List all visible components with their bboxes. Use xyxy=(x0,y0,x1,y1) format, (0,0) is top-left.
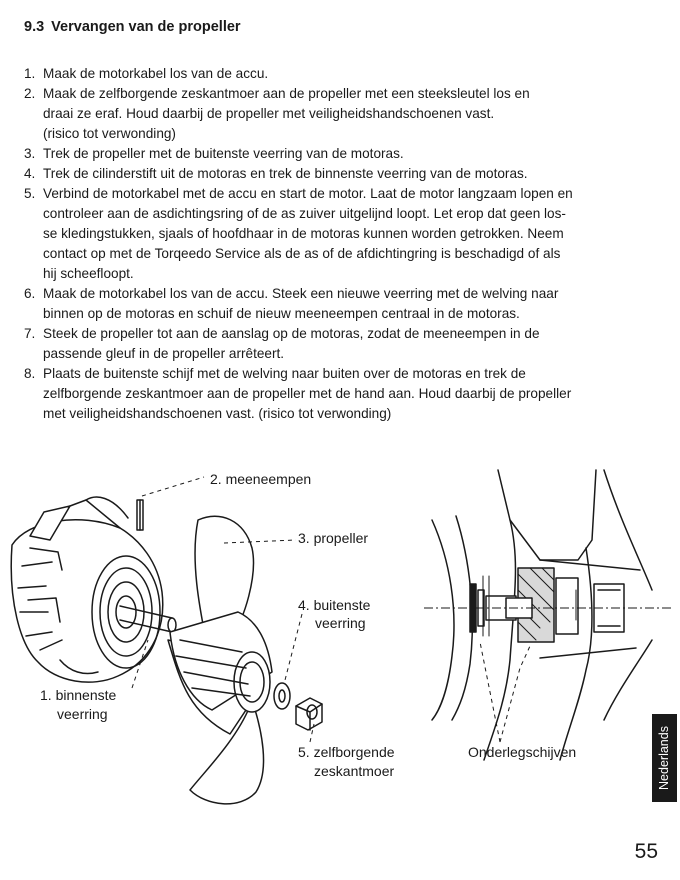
step-text-line: Plaats de buitenste schijf met de welving naar buiten over de motoras en trek de xyxy=(43,366,526,381)
step-text-line: zelfborgende zeskantmoer aan de propeller met de hand aan. Houd daarbij de propeller xyxy=(43,386,572,401)
step-item xyxy=(24,324,636,364)
step-text-line: Maak de zelfborgende zeskantmoer aan de propeller met een steeksleutel los en xyxy=(43,86,530,101)
section-title: Vervangen van de propeller xyxy=(51,19,241,35)
step-text-line: Maak de motorkabel los van de accu. xyxy=(43,66,269,81)
step-number: 6. xyxy=(24,286,36,301)
label-outer-washer-line2: veerring xyxy=(315,615,366,631)
label-shims: Onderlegschijven xyxy=(468,744,577,760)
step-text-line: draai ze eraf. Houd daarbij de propeller met veiligheidshandschoenen vast. xyxy=(43,106,495,121)
propeller-drawing xyxy=(168,516,272,804)
step-text-line: passende gleuf in de propeller arrêteert. xyxy=(43,346,285,361)
step-text-line: Maak de motorkabel los van de accu. Steek een nieuwe veerring met de welving naar xyxy=(43,286,559,301)
step-text-line: (risico tot verwonding) xyxy=(43,126,176,141)
step-item xyxy=(24,164,636,184)
step-item xyxy=(24,184,636,284)
outer-washer-drawing xyxy=(274,683,290,709)
step-text-line: controleer aan de asdichtingsring of de as zuiver uitgelijnd loopt. Let erop dat geen los- xyxy=(43,206,566,221)
step-number: 2. xyxy=(24,86,36,101)
step-text-line: binnen op de motoras en schuif de nieuw meeneempen centraal in de motoras. xyxy=(43,306,520,321)
label-inner-washer-line1: 1. binnenste xyxy=(40,687,117,703)
step-item xyxy=(24,84,636,144)
step-text-line: Verbind de motorkabel met de accu en start de motor. Laat de motor langzaam lopen en xyxy=(43,186,573,201)
hex-nut-drawing xyxy=(296,698,322,730)
section-number: 9.3 xyxy=(24,19,45,35)
propeller-exploded-diagram xyxy=(0,440,680,840)
label-propeller: 3. propeller xyxy=(298,530,369,546)
step-item xyxy=(24,144,636,164)
step-number: 5. xyxy=(24,186,36,201)
step-number: 7. xyxy=(24,326,36,341)
step-text-line: Trek de cilinderstift uit de motoras en trek de binnenste veerring van de motoras. xyxy=(43,166,528,181)
step-number: 1. xyxy=(24,66,36,81)
step-text-line: Trek de propeller met de buitenste veerring van de motoras. xyxy=(43,146,404,161)
step-text-line: se kledingstukken, sjaals of hoofdhaar in de motoras kunnen worden getrokken. Neem xyxy=(43,226,564,241)
diagram-drawing xyxy=(0,440,680,840)
page-number: 55 xyxy=(634,840,658,863)
label-inner-washer-line2: veerring xyxy=(57,706,108,722)
step-text-line: hij scheefloopt. xyxy=(43,266,134,281)
language-tab xyxy=(652,714,677,802)
drive-pin-drawing xyxy=(137,500,143,530)
label-drive-pin: 2. meeneempen xyxy=(210,471,312,487)
step-number: 4. xyxy=(24,166,36,181)
step-number: 3. xyxy=(24,146,36,161)
motor-pod-drawing xyxy=(11,497,176,682)
label-nut-line1: 5. zelfborgende xyxy=(298,744,395,760)
step-item xyxy=(24,364,636,424)
step-item xyxy=(24,284,636,324)
step-text-line: contact op met de Torqeedo Service als de as of de afdichtingring is beschadigd of als xyxy=(43,246,561,261)
section-heading xyxy=(24,19,241,35)
cross-section-drawing xyxy=(432,470,652,760)
step-text-line: Steek de propeller tot aan de aanslag op de motoras, zodat de meeneempen in de xyxy=(43,326,540,341)
step-number: 8. xyxy=(24,366,36,381)
label-outer-washer-line1: 4. buitenste xyxy=(298,597,371,613)
instruction-steps xyxy=(24,64,636,424)
label-nut-line2: zeskantmoer xyxy=(314,763,395,779)
step-text-line: met veiligheidshandschoenen vast. (risico tot verwonding) xyxy=(43,406,392,421)
language-tab-label: Nederlands xyxy=(657,726,671,790)
step-item xyxy=(24,64,636,84)
